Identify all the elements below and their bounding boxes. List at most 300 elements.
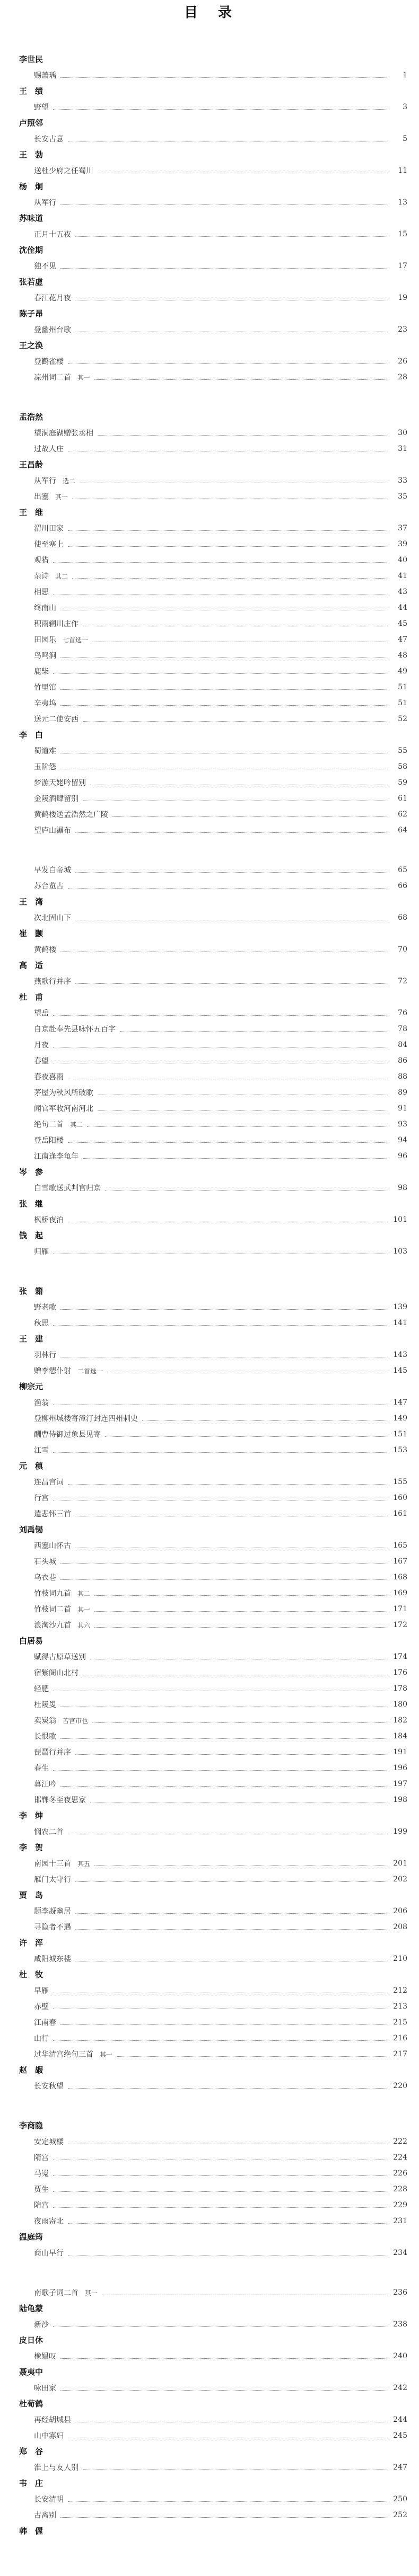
dot-leader xyxy=(53,673,388,674)
dot-leader xyxy=(53,1015,388,1016)
dot-leader xyxy=(94,1627,388,1628)
page-number: 206 xyxy=(393,1907,407,1915)
poem-title: 梦游天姥吟留别 xyxy=(34,779,86,787)
dot-leader xyxy=(120,1031,388,1032)
poem-title: 登柳州城楼寄漳汀封连四州刺史 xyxy=(34,1415,138,1423)
toc-entry xyxy=(0,2165,419,2181)
poem-title: 夜雨寄北 xyxy=(34,2217,64,2226)
author-name: 许 浑 xyxy=(19,1938,43,1948)
author-name: 孟浩然 xyxy=(19,412,43,422)
poem-title: 望庐山瀑布 xyxy=(34,827,71,835)
page-number: 182 xyxy=(393,1716,407,1725)
dot-leader xyxy=(117,2056,388,2057)
toc-entry xyxy=(0,1998,419,2014)
toc-entry xyxy=(0,1585,419,1601)
toc-entry xyxy=(0,647,419,663)
poem-title: 凉州词二首 xyxy=(34,374,71,382)
toc-entry xyxy=(0,1792,419,1808)
author-name: 元 稹 xyxy=(19,1461,43,1471)
dot-leader xyxy=(75,1929,388,1930)
page-number: 143 xyxy=(393,1351,407,1359)
toc-list xyxy=(0,51,419,2539)
page-number: 41 xyxy=(398,572,407,580)
page-number: 33 xyxy=(398,476,407,485)
author-name: 李 绅 xyxy=(19,1811,43,1820)
toc-entry xyxy=(0,67,419,83)
page-number: 49 xyxy=(398,667,407,676)
poem-title: 咏田家 xyxy=(34,2384,56,2393)
page-number: 5 xyxy=(403,135,407,143)
dot-leader xyxy=(60,705,388,706)
toc-entry xyxy=(0,2507,419,2523)
poem-title: 遣悲怀三首 xyxy=(34,1510,71,1518)
page-number: 58 xyxy=(398,762,407,771)
poem-title: 春望 xyxy=(34,1057,49,1065)
author-name: 陈子昂 xyxy=(19,309,43,318)
dot-leader xyxy=(53,1770,388,1771)
toc-entry xyxy=(0,473,419,488)
page-number: 197 xyxy=(393,1780,407,1788)
poem-title: 橡媪叹 xyxy=(34,2352,56,2361)
page-number: 213 xyxy=(393,2002,407,2011)
page-number: 199 xyxy=(393,1827,407,1836)
poem-title: 南歌子词二首 xyxy=(34,2289,78,2297)
poem-title: 江南春 xyxy=(34,2019,56,2027)
dot-leader xyxy=(72,578,388,579)
poem-title: 邯郸冬至夜思家 xyxy=(34,1796,86,1805)
dot-leader xyxy=(142,1420,388,1421)
page-number: 35 xyxy=(398,492,407,501)
toc-group xyxy=(0,2118,419,2261)
toc-entry xyxy=(0,632,419,647)
page-number: 168 xyxy=(393,1573,407,1582)
poem-title: 赤壁 xyxy=(34,2003,49,2011)
author-name: 郑 谷 xyxy=(19,2447,43,2456)
page-number: 37 xyxy=(398,524,407,532)
dot-leader xyxy=(53,2191,388,2192)
toc-entry xyxy=(0,806,419,822)
page-number: 47 xyxy=(398,635,407,644)
toc-entry xyxy=(0,1951,419,1967)
toc-entry xyxy=(0,2030,419,2046)
page-number: 226 xyxy=(393,2169,407,2178)
page-number: 217 xyxy=(393,2050,407,2058)
dot-leader xyxy=(94,1611,388,1612)
author-name: 刘禹锡 xyxy=(19,1525,43,1534)
toc-entry xyxy=(0,1824,419,1840)
author-name: 沈佺期 xyxy=(19,245,43,255)
page-number: 1 xyxy=(403,71,407,79)
toc-entry xyxy=(0,1394,419,1410)
toc-entry xyxy=(0,536,419,552)
toc-entry xyxy=(0,759,419,775)
page-number: 250 xyxy=(393,2495,407,2503)
poem-title: 竹里馆 xyxy=(34,683,56,692)
toc-entry xyxy=(0,353,419,369)
toc-entry xyxy=(0,488,419,504)
page-number: 236 xyxy=(393,2288,407,2297)
page-number: 145 xyxy=(393,1366,407,1375)
toc-entry xyxy=(0,1696,419,1712)
poem-title: 古离别 xyxy=(34,2511,56,2520)
toc-entry xyxy=(0,2380,419,2396)
poem-title: 暮江吟 xyxy=(34,1780,56,1789)
page-number: 61 xyxy=(398,794,407,803)
dot-leader xyxy=(53,1325,388,1326)
poem-title: 杜陵叟 xyxy=(34,1701,56,1709)
author-name: 温庭筠 xyxy=(19,2232,43,2242)
author-name: 钱 起 xyxy=(19,1231,43,1240)
poem-title: 春生 xyxy=(34,1764,49,1773)
toc-entry xyxy=(0,862,419,878)
page-number: 176 xyxy=(393,1668,407,1677)
toc-entry xyxy=(0,2412,419,2428)
author-name: 杨 炯 xyxy=(19,182,43,191)
dot-leader xyxy=(68,2223,388,2224)
toc-entry xyxy=(0,2134,419,2149)
dot-leader xyxy=(75,1754,388,1755)
page-number: 153 xyxy=(393,1446,407,1454)
toc-entry xyxy=(0,743,419,759)
page-number: 51 xyxy=(398,683,407,691)
poem-title: 隋宫 xyxy=(34,2154,49,2162)
toc-entry xyxy=(0,1760,419,1776)
toc-entry xyxy=(0,1474,419,1490)
page-number: 78 xyxy=(398,1025,407,1033)
toc-entry xyxy=(0,1983,419,1998)
page-number: 103 xyxy=(393,1247,407,1256)
toc-entry xyxy=(0,1855,419,1871)
page-number: 201 xyxy=(393,1859,407,1868)
poem-title: 山中寡妇 xyxy=(34,2432,64,2440)
page-number: 196 xyxy=(393,1764,407,1772)
poem-title: 送元二使安西 xyxy=(34,715,78,724)
page-number: 39 xyxy=(398,540,407,548)
poem-title: 独不见 xyxy=(34,262,56,271)
author-name: 苏味道 xyxy=(19,214,43,223)
poem-title: 安定城楼 xyxy=(34,2138,64,2146)
toc-entry xyxy=(0,790,419,806)
page-number: 52 xyxy=(398,715,407,723)
toc-entry xyxy=(0,2078,419,2094)
author-name: 岑 参 xyxy=(19,1167,43,1177)
toc-entry xyxy=(0,584,419,600)
page-number: 184 xyxy=(393,1732,407,1740)
toc-entry xyxy=(0,520,419,536)
author-name: 赵 嘏 xyxy=(19,2065,43,2075)
poem-title: 渔翁 xyxy=(34,1399,49,1407)
page-number: 224 xyxy=(393,2153,407,2162)
poem-title: 长安清明 xyxy=(34,2495,64,2504)
toc-entry xyxy=(0,322,419,337)
poem-title: 长安秋望 xyxy=(34,2082,64,2091)
dot-leader xyxy=(60,1738,388,1739)
page-number: 84 xyxy=(398,1041,407,1049)
author-name: 张若虚 xyxy=(19,277,43,287)
poem-note: 其二 xyxy=(77,1589,91,1597)
toc-entry xyxy=(0,775,419,790)
toc-entry xyxy=(0,163,419,179)
poem-title: 咸阳城东楼 xyxy=(34,1955,71,1964)
poem-title: 辛夷坞 xyxy=(34,699,56,708)
author-name: 王之涣 xyxy=(19,341,43,350)
toc-entry xyxy=(0,1085,419,1100)
page-number: 222 xyxy=(393,2137,407,2146)
page-number: 91 xyxy=(398,1104,407,1113)
dot-leader xyxy=(60,2390,388,2391)
toc-entry xyxy=(0,695,419,711)
dot-leader xyxy=(68,1484,388,1485)
poem-title: 望洞庭湖赠张丞相 xyxy=(34,429,93,438)
toc-entry xyxy=(0,1538,419,1553)
toc-entry xyxy=(0,973,419,989)
toc-entry xyxy=(0,369,419,385)
poem-title: 从军行 xyxy=(34,199,56,207)
toc-entry xyxy=(0,2428,419,2444)
author-name: 陆龟蒙 xyxy=(19,2304,43,2313)
page-number: 155 xyxy=(393,1478,407,1486)
page-number: 172 xyxy=(393,1621,407,1629)
poem-title: 西塞山怀古 xyxy=(34,1542,71,1550)
author-name: 王 维 xyxy=(19,508,43,517)
page-number: 11 xyxy=(398,166,407,175)
page-number: 161 xyxy=(393,1509,407,1518)
poem-title: 赋得古原草送别 xyxy=(34,1653,86,1662)
poem-title: 新沙 xyxy=(34,2321,49,2329)
page-number: 68 xyxy=(398,913,407,922)
page-number: 198 xyxy=(393,1796,407,1804)
toc-entry xyxy=(0,1649,419,1665)
page-number: 210 xyxy=(393,1955,407,1963)
toc-group xyxy=(0,1283,419,2094)
toc-entry xyxy=(0,1712,419,1728)
author-name: 王 绩 xyxy=(19,86,43,96)
toc-entry xyxy=(0,600,419,616)
page-number: 252 xyxy=(393,2511,407,2519)
toc-entry xyxy=(0,1490,419,1506)
toc-entry xyxy=(0,1299,419,1315)
poem-title: 杂诗 xyxy=(34,572,49,581)
poem-title: 宿紫阁山北村 xyxy=(34,1669,78,1677)
page-number: 19 xyxy=(398,294,407,302)
author-name: 白居易 xyxy=(19,1636,43,1646)
poem-title: 贾生 xyxy=(34,2186,49,2194)
page-number: 76 xyxy=(398,1009,407,1017)
toc-entry xyxy=(0,2149,419,2165)
poem-title: 积雨辋川庄作 xyxy=(34,620,78,628)
poem-note: 其一 xyxy=(77,1605,91,1613)
page-number: 101 xyxy=(393,1215,407,1224)
dot-leader xyxy=(68,363,388,364)
page-number: 191 xyxy=(393,1748,407,1756)
page-number: 169 xyxy=(393,1589,407,1597)
poem-title: 羽林行 xyxy=(34,1351,56,1360)
dot-leader xyxy=(68,1142,388,1143)
toc-entry xyxy=(0,1601,419,1617)
toc-group xyxy=(0,2285,419,2539)
dot-leader xyxy=(53,562,388,563)
dot-leader xyxy=(94,1595,388,1596)
poem-title: 江南逢李龟年 xyxy=(34,1152,78,1161)
page-number: 65 xyxy=(398,866,407,874)
toc-entry xyxy=(0,2348,419,2364)
poem-title: 登鹳雀楼 xyxy=(34,358,64,366)
poem-note: 选二 xyxy=(63,477,76,485)
poem-note: 其一 xyxy=(55,493,68,501)
page-number: 165 xyxy=(393,1541,407,1550)
toc-entry xyxy=(0,2245,419,2261)
poem-title: 浪淘沙九首 xyxy=(34,1621,71,1630)
dot-leader xyxy=(112,816,388,817)
toc-entry xyxy=(0,1681,419,1696)
page-number: 151 xyxy=(393,1430,407,1438)
poem-title: 早雁 xyxy=(34,1987,49,1995)
dot-leader xyxy=(68,2088,388,2089)
author-name: 王昌龄 xyxy=(19,460,43,469)
toc-entry xyxy=(0,1315,419,1331)
poem-title: 南园十三首 xyxy=(34,1860,71,1868)
poem-note: 二首选一 xyxy=(77,1367,103,1375)
poem-title: 登幽州台歌 xyxy=(34,326,71,334)
author-name: 聂夷中 xyxy=(19,2367,43,2377)
toc-entry xyxy=(0,1617,419,1633)
toc-entry xyxy=(0,1665,419,1681)
dot-leader xyxy=(68,2501,388,2502)
author-name: 王 勃 xyxy=(19,150,43,159)
poem-title: 连昌宫词 xyxy=(34,1478,64,1487)
toc-entry xyxy=(0,1776,419,1792)
page-number: 245 xyxy=(393,2431,407,2440)
page-number: 244 xyxy=(393,2415,407,2424)
toc-entry xyxy=(0,1053,419,1069)
poem-title: 正月十五夜 xyxy=(34,230,71,239)
toc-entry xyxy=(0,194,419,210)
poem-note: 其一 xyxy=(100,2050,113,2058)
page-number: 94 xyxy=(398,1136,407,1144)
author-name: 贾 岛 xyxy=(19,1890,43,1900)
toc-entry xyxy=(0,1212,419,1228)
poem-title: 卖炭翁 xyxy=(34,1717,56,1725)
page-number: 3 xyxy=(403,103,407,111)
author-name: 卢照邻 xyxy=(19,118,43,128)
dot-leader xyxy=(60,2024,388,2025)
page-number: 160 xyxy=(393,1494,407,1502)
poem-title: 题李凝幽居 xyxy=(34,1907,71,1916)
poem-title: 送杜少府之任蜀川 xyxy=(34,167,93,175)
poem-title: 竹枝词二首 xyxy=(34,1605,71,1614)
poem-title: 竹枝词九首 xyxy=(34,1589,71,1598)
page-number: 171 xyxy=(393,1605,407,1613)
toc-entry xyxy=(0,1069,419,1085)
page-number: 212 xyxy=(393,1986,407,1995)
toc-entry xyxy=(0,1100,419,1116)
toc-entry xyxy=(0,568,419,584)
page-number: 231 xyxy=(393,2217,407,2225)
page-number: 208 xyxy=(393,1923,407,1931)
author-name: 李商隐 xyxy=(19,2121,43,2130)
poem-title: 鹿柴 xyxy=(34,668,49,676)
page-number: 216 xyxy=(393,2034,407,2042)
poem-title: 观猎 xyxy=(34,556,49,565)
toc-entry xyxy=(0,425,419,441)
page-number: 13 xyxy=(398,198,407,207)
poem-title: 登岳阳楼 xyxy=(34,1136,64,1145)
dot-leader xyxy=(53,2175,388,2176)
page-number: 26 xyxy=(398,357,407,366)
toc-entry xyxy=(0,941,419,957)
dot-leader xyxy=(53,2040,388,2041)
dot-leader xyxy=(75,1881,388,1882)
author-name: 柳宗元 xyxy=(19,1382,43,1391)
author-name: 杜荀鹤 xyxy=(19,2399,43,2409)
page-number: 139 xyxy=(393,1303,407,1311)
poem-title: 自京赴奉先县咏怀五百字 xyxy=(34,1025,116,1034)
toc-entry xyxy=(0,1426,419,1442)
poem-title: 行宫 xyxy=(34,1494,49,1503)
dot-leader xyxy=(94,379,388,380)
toc-entry xyxy=(0,1744,419,1760)
toc-entry xyxy=(0,822,419,838)
page-number: 202 xyxy=(393,1875,407,1884)
author-name: 王 湾 xyxy=(19,897,43,907)
poem-title: 商山早行 xyxy=(34,2249,64,2258)
poem-title: 终南山 xyxy=(34,604,56,612)
toc-group xyxy=(0,51,419,385)
toc-entry xyxy=(0,1553,419,1569)
poem-title: 归雁 xyxy=(34,1248,49,1256)
page-number: 86 xyxy=(398,1056,407,1065)
page-number: 40 xyxy=(398,556,407,564)
dot-leader xyxy=(98,435,388,436)
toc-entry xyxy=(0,663,419,679)
toc-entry xyxy=(0,2213,419,2229)
poem-title: 早发白帝城 xyxy=(34,866,71,875)
toc-entry xyxy=(0,1037,419,1053)
dot-leader xyxy=(87,1126,388,1127)
page-number: 180 xyxy=(393,1700,407,1709)
toc-entry xyxy=(0,258,419,274)
dot-leader xyxy=(83,1158,388,1159)
toc-entry xyxy=(0,552,419,568)
author-name: 王 建 xyxy=(19,1334,43,1344)
page-number: 247 xyxy=(393,2463,407,2472)
poem-title: 隋宫 xyxy=(34,2201,49,2210)
toc-entry xyxy=(0,441,419,457)
poem-note: 其二 xyxy=(55,572,68,580)
toc-entry xyxy=(0,2459,419,2475)
poem-title: 马嵬 xyxy=(34,2170,49,2178)
poem-title: 琵琶行并序 xyxy=(34,1748,71,1757)
toc-entry xyxy=(0,2014,419,2030)
dot-leader xyxy=(60,268,388,269)
toc-entry xyxy=(0,1116,419,1132)
dot-leader xyxy=(60,1786,388,1787)
poem-title: 轻肥 xyxy=(34,1685,49,1693)
page-number: 15 xyxy=(398,230,407,238)
toc-entry xyxy=(0,1005,419,1021)
poem-title: 茅屋为秋风所破歌 xyxy=(34,1089,93,1097)
page-number: 45 xyxy=(398,619,407,628)
toc-entry xyxy=(0,2197,419,2213)
poem-title: 田园乐 xyxy=(34,636,56,644)
toc-group xyxy=(0,862,419,1259)
toc-entry xyxy=(0,226,419,242)
poem-title: 玉阶怨 xyxy=(34,763,56,771)
page-number: 43 xyxy=(398,588,407,596)
toc-entry xyxy=(0,131,419,147)
author-name: 韦 庄 xyxy=(19,2479,43,2488)
poem-title: 野老歌 xyxy=(34,1303,56,1312)
